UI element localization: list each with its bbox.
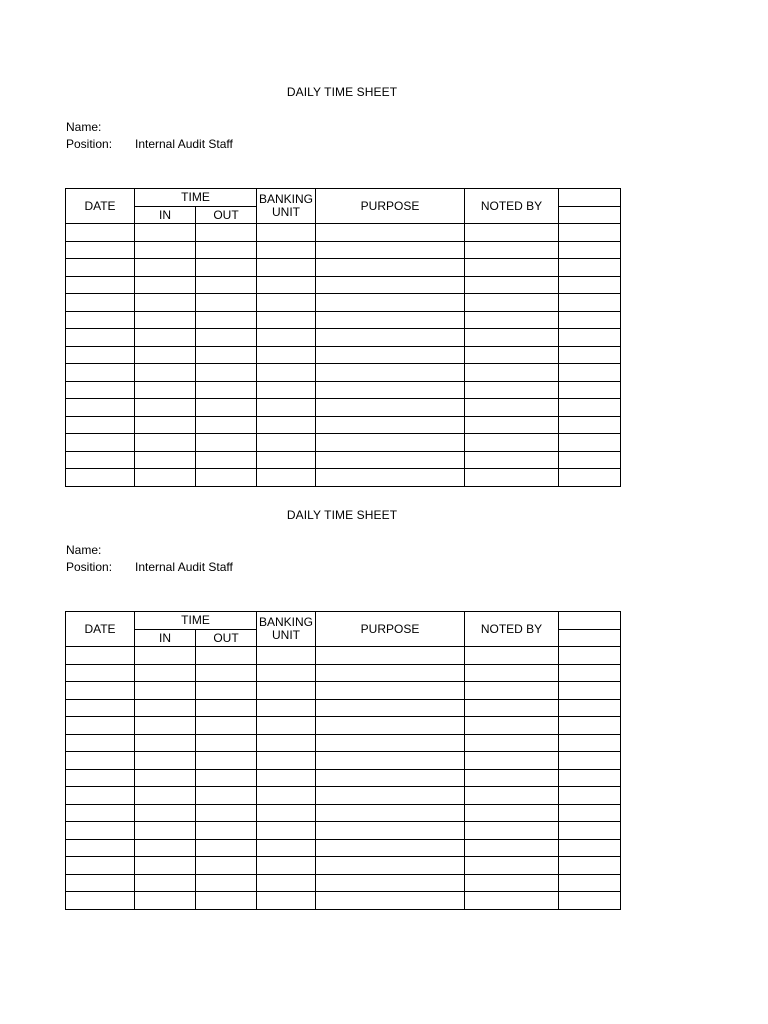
table-row (66, 399, 621, 417)
banking-unit-cell[interactable] (257, 822, 316, 840)
date-cell[interactable] (66, 451, 135, 469)
table-row (66, 752, 621, 770)
time-in-cell[interactable] (135, 294, 196, 312)
purpose-cell[interactable] (316, 469, 465, 487)
noted-by-cell[interactable] (465, 259, 559, 277)
purpose-cell[interactable] (316, 682, 465, 700)
blank-cell[interactable] (559, 664, 621, 682)
noted-by-cell[interactable] (465, 329, 559, 347)
date-cell[interactable] (66, 241, 135, 259)
purpose-cell[interactable] (316, 381, 465, 399)
blank-header-bottom (559, 207, 621, 224)
banking-unit-cell[interactable] (257, 787, 316, 805)
time-in-cell[interactable] (135, 311, 196, 329)
purpose-cell[interactable] (316, 241, 465, 259)
purpose-cell[interactable] (316, 699, 465, 717)
time-in-cell[interactable] (135, 399, 196, 417)
purpose-header: PURPOSE (316, 612, 465, 647)
table-row (66, 699, 621, 717)
purpose-cell[interactable] (316, 451, 465, 469)
table-row (66, 416, 621, 434)
time-out-cell[interactable] (196, 329, 257, 347)
noted-by-cell[interactable] (465, 294, 559, 312)
date-cell[interactable] (66, 787, 135, 805)
purpose-cell[interactable] (316, 874, 465, 892)
date-cell[interactable] (66, 752, 135, 770)
time-in-cell[interactable] (135, 276, 196, 294)
date-cell[interactable] (66, 276, 135, 294)
time-out-cell[interactable] (196, 664, 257, 682)
table-row (66, 329, 621, 347)
date-header: DATE (66, 612, 135, 647)
purpose-cell[interactable] (316, 804, 465, 822)
banking-unit-cell[interactable] (257, 224, 316, 242)
time-in-cell[interactable] (135, 329, 196, 347)
time-in-cell[interactable] (135, 804, 196, 822)
banking-unit-cell[interactable] (257, 699, 316, 717)
time-out-cell[interactable] (196, 224, 257, 242)
noted-by-cell[interactable] (465, 224, 559, 242)
purpose-cell[interactable] (316, 329, 465, 347)
noted-by-cell[interactable] (465, 787, 559, 805)
time-in-cell[interactable] (135, 787, 196, 805)
blank-cell[interactable] (559, 346, 621, 364)
time-out-cell[interactable] (196, 699, 257, 717)
time-out-cell[interactable] (196, 399, 257, 417)
noted-by-cell[interactable] (465, 874, 559, 892)
blank-cell[interactable] (559, 839, 621, 857)
position-label: Position: (66, 137, 113, 151)
table-row (66, 434, 621, 452)
blank-cell[interactable] (559, 241, 621, 259)
purpose-cell[interactable] (316, 224, 465, 242)
time-sheet-table (65, 188, 621, 487)
time-in-cell[interactable] (135, 364, 196, 382)
blank-cell[interactable] (559, 416, 621, 434)
time-in-cell[interactable] (135, 717, 196, 735)
blank-cell[interactable] (559, 469, 621, 487)
banking-unit-cell[interactable] (257, 647, 316, 665)
purpose-cell[interactable] (316, 311, 465, 329)
position-label: Position: (66, 560, 113, 574)
noted-by-cell[interactable] (465, 381, 559, 399)
purpose-cell[interactable] (316, 839, 465, 857)
time-out-cell[interactable] (196, 381, 257, 399)
date-cell[interactable] (66, 769, 135, 787)
time-out-cell[interactable] (196, 451, 257, 469)
banking-unit-cell[interactable] (257, 259, 316, 277)
purpose-cell[interactable] (316, 259, 465, 277)
banking-unit-cell[interactable] (257, 839, 316, 857)
purpose-cell[interactable] (316, 857, 465, 875)
banking-unit-header (257, 612, 316, 647)
banking-unit-cell[interactable] (257, 364, 316, 382)
table-row (66, 294, 621, 312)
time-in-cell[interactable] (135, 752, 196, 770)
noted-by-cell[interactable] (465, 276, 559, 294)
banking-unit-cell[interactable] (257, 451, 316, 469)
blank-cell[interactable] (559, 769, 621, 787)
purpose-cell[interactable] (316, 769, 465, 787)
table-row (66, 311, 621, 329)
blank-cell[interactable] (559, 804, 621, 822)
date-cell[interactable] (66, 364, 135, 382)
blank-cell[interactable] (559, 647, 621, 665)
time-out-cell[interactable] (196, 892, 257, 910)
time-header: TIME (135, 189, 257, 207)
time-in-cell[interactable] (135, 434, 196, 452)
noted-by-cell[interactable] (465, 241, 559, 259)
blank-cell[interactable] (559, 682, 621, 700)
in-header: IN (135, 630, 196, 647)
time-in-cell[interactable] (135, 874, 196, 892)
time-out-cell[interactable] (196, 787, 257, 805)
out-header: OUT (196, 630, 257, 647)
date-cell[interactable] (66, 734, 135, 752)
banking-unit-cell[interactable] (257, 381, 316, 399)
noted-by-cell[interactable] (465, 364, 559, 382)
banking-unit-cell[interactable] (257, 892, 316, 910)
time-out-cell[interactable] (196, 874, 257, 892)
banking-unit-cell[interactable] (257, 399, 316, 417)
date-cell[interactable] (66, 416, 135, 434)
table-row (66, 469, 621, 487)
date-cell[interactable] (66, 682, 135, 700)
blank-cell[interactable] (559, 381, 621, 399)
time-out-cell[interactable] (196, 241, 257, 259)
time-in-cell[interactable] (135, 259, 196, 277)
date-cell[interactable] (66, 224, 135, 242)
time-sheet-table (65, 611, 621, 910)
table-row (66, 857, 621, 875)
date-cell[interactable] (66, 259, 135, 277)
blank-cell[interactable] (559, 892, 621, 910)
blank-cell[interactable] (559, 399, 621, 417)
time-out-cell[interactable] (196, 717, 257, 735)
time-out-cell[interactable] (196, 822, 257, 840)
banking-unit-cell[interactable] (257, 434, 316, 452)
time-in-cell[interactable] (135, 892, 196, 910)
banking-unit-cell[interactable] (257, 874, 316, 892)
noted-by-cell[interactable] (465, 399, 559, 417)
time-entry-rows (66, 647, 621, 910)
table-row (66, 804, 621, 822)
time-out-cell[interactable] (196, 752, 257, 770)
time-in-cell[interactable] (135, 451, 196, 469)
time-out-cell[interactable] (196, 364, 257, 382)
time-out-cell[interactable] (196, 294, 257, 312)
noted-by-header: NOTED BY (465, 612, 559, 647)
time-out-cell[interactable] (196, 276, 257, 294)
blank-cell[interactable] (559, 311, 621, 329)
blank-cell[interactable] (559, 857, 621, 875)
name-label: Name: (66, 120, 102, 134)
purpose-cell[interactable] (316, 752, 465, 770)
noted-by-cell[interactable] (465, 892, 559, 910)
banking-unit-cell[interactable] (257, 769, 316, 787)
blank-cell[interactable] (559, 329, 621, 347)
banking-unit-cell[interactable] (257, 276, 316, 294)
time-in-cell[interactable] (135, 346, 196, 364)
date-cell[interactable] (66, 434, 135, 452)
banking-unit-cell[interactable] (257, 294, 316, 312)
noted-by-cell[interactable] (465, 682, 559, 700)
blank-cell[interactable] (559, 276, 621, 294)
table-row (66, 259, 621, 277)
time-out-cell[interactable] (196, 311, 257, 329)
table-row (66, 664, 621, 682)
position-value: Internal Audit Staff (135, 137, 233, 151)
date-cell[interactable] (66, 647, 135, 665)
table-row (66, 892, 621, 910)
date-cell[interactable] (66, 892, 135, 910)
blank-cell[interactable] (559, 259, 621, 277)
date-cell[interactable] (66, 699, 135, 717)
time-in-cell[interactable] (135, 664, 196, 682)
purpose-cell[interactable] (316, 892, 465, 910)
out-header: OUT (196, 207, 257, 224)
table-row (66, 451, 621, 469)
time-entry-rows (66, 224, 621, 487)
noted-by-cell[interactable] (465, 857, 559, 875)
time-out-cell[interactable] (196, 682, 257, 700)
blank-cell[interactable] (559, 787, 621, 805)
time-in-cell[interactable] (135, 416, 196, 434)
blank-cell[interactable] (559, 717, 621, 735)
purpose-cell[interactable] (316, 822, 465, 840)
blank-cell[interactable] (559, 699, 621, 717)
purpose-cell[interactable] (316, 787, 465, 805)
noted-by-cell[interactable] (465, 839, 559, 857)
purpose-cell[interactable] (316, 276, 465, 294)
blank-cell[interactable] (559, 874, 621, 892)
purpose-cell[interactable] (316, 364, 465, 382)
purpose-cell[interactable] (316, 664, 465, 682)
time-in-cell[interactable] (135, 469, 196, 487)
time-in-cell[interactable] (135, 822, 196, 840)
purpose-cell[interactable] (316, 647, 465, 665)
banking-unit-header (257, 189, 316, 224)
banking-unit-header-line2: UNIT (272, 205, 301, 219)
table-row (66, 717, 621, 735)
blank-cell[interactable] (559, 734, 621, 752)
noted-by-cell[interactable] (465, 311, 559, 329)
time-out-cell[interactable] (196, 647, 257, 665)
date-cell[interactable] (66, 857, 135, 875)
date-cell[interactable] (66, 664, 135, 682)
banking-unit-cell[interactable] (257, 241, 316, 259)
name-label: Name: (66, 543, 102, 557)
date-cell[interactable] (66, 399, 135, 417)
sheet-title: DAILY TIME SHEET (286, 508, 398, 522)
date-cell[interactable] (66, 839, 135, 857)
blank-cell[interactable] (559, 434, 621, 452)
banking-unit-cell[interactable] (257, 469, 316, 487)
table-row (66, 682, 621, 700)
noted-by-cell[interactable] (465, 769, 559, 787)
in-header: IN (135, 207, 196, 224)
date-cell[interactable] (66, 469, 135, 487)
time-out-cell[interactable] (196, 804, 257, 822)
blank-header-top (559, 189, 621, 207)
noted-by-cell[interactable] (465, 717, 559, 735)
time-in-cell[interactable] (135, 241, 196, 259)
date-cell[interactable] (66, 822, 135, 840)
table-row (66, 381, 621, 399)
purpose-header: PURPOSE (316, 189, 465, 224)
time-out-cell[interactable] (196, 416, 257, 434)
noted-by-cell[interactable] (465, 822, 559, 840)
time-in-cell[interactable] (135, 224, 196, 242)
banking-unit-header-line1: BANKING (259, 615, 314, 629)
time-out-cell[interactable] (196, 839, 257, 857)
time-in-cell[interactable] (135, 682, 196, 700)
date-cell[interactable] (66, 329, 135, 347)
table-row (66, 874, 621, 892)
table-row (66, 734, 621, 752)
banking-unit-cell[interactable] (257, 416, 316, 434)
blank-header-bottom (559, 630, 621, 647)
banking-unit-cell[interactable] (257, 857, 316, 875)
table-row (66, 647, 621, 665)
date-cell[interactable] (66, 311, 135, 329)
purpose-cell[interactable] (316, 399, 465, 417)
banking-unit-cell[interactable] (257, 752, 316, 770)
purpose-cell[interactable] (316, 717, 465, 735)
table-row (66, 224, 621, 242)
blank-cell[interactable] (559, 451, 621, 469)
purpose-cell[interactable] (316, 734, 465, 752)
noted-by-cell[interactable] (465, 664, 559, 682)
banking-unit-cell[interactable] (257, 734, 316, 752)
sheet-title: DAILY TIME SHEET (286, 85, 398, 99)
noted-by-cell[interactable] (465, 346, 559, 364)
date-cell[interactable] (66, 717, 135, 735)
noted-by-header: NOTED BY (465, 189, 559, 224)
date-cell[interactable] (66, 346, 135, 364)
noted-by-cell[interactable] (465, 416, 559, 434)
table-row (66, 241, 621, 259)
banking-unit-cell[interactable] (257, 346, 316, 364)
time-out-cell[interactable] (196, 769, 257, 787)
noted-by-cell[interactable] (465, 647, 559, 665)
table-row (66, 839, 621, 857)
time-out-cell[interactable] (196, 857, 257, 875)
table-row (66, 364, 621, 382)
blank-cell[interactable] (559, 224, 621, 242)
noted-by-cell[interactable] (465, 752, 559, 770)
banking-unit-cell[interactable] (257, 717, 316, 735)
noted-by-cell[interactable] (465, 451, 559, 469)
banking-unit-cell[interactable] (257, 329, 316, 347)
banking-unit-cell[interactable] (257, 664, 316, 682)
table-row (66, 787, 621, 805)
purpose-cell[interactable] (316, 346, 465, 364)
time-in-cell[interactable] (135, 381, 196, 399)
time-in-cell[interactable] (135, 647, 196, 665)
time-in-cell[interactable] (135, 699, 196, 717)
banking-unit-header-line1: BANKING (259, 192, 314, 206)
blank-cell[interactable] (559, 294, 621, 312)
time-out-cell[interactable] (196, 346, 257, 364)
noted-by-cell[interactable] (465, 434, 559, 452)
blank-cell[interactable] (559, 364, 621, 382)
table-row (66, 276, 621, 294)
banking-unit-cell[interactable] (257, 311, 316, 329)
time-out-cell[interactable] (196, 734, 257, 752)
banking-unit-header-line2: UNIT (272, 628, 301, 642)
time-out-cell[interactable] (196, 434, 257, 452)
blank-header-top (559, 612, 621, 630)
time-in-cell[interactable] (135, 769, 196, 787)
table-row (66, 346, 621, 364)
purpose-cell[interactable] (316, 294, 465, 312)
date-cell[interactable] (66, 874, 135, 892)
noted-by-cell[interactable] (465, 469, 559, 487)
blank-cell[interactable] (559, 822, 621, 840)
time-out-cell[interactable] (196, 469, 257, 487)
noted-by-cell[interactable] (465, 699, 559, 717)
date-cell[interactable] (66, 804, 135, 822)
time-in-cell[interactable] (135, 839, 196, 857)
time-out-cell[interactable] (196, 259, 257, 277)
position-value: Internal Audit Staff (135, 560, 233, 574)
date-header: DATE (66, 189, 135, 224)
time-in-cell[interactable] (135, 857, 196, 875)
purpose-cell[interactable] (316, 416, 465, 434)
banking-unit-cell[interactable] (257, 804, 316, 822)
noted-by-cell[interactable] (465, 734, 559, 752)
time-in-cell[interactable] (135, 734, 196, 752)
purpose-cell[interactable] (316, 434, 465, 452)
blank-cell[interactable] (559, 752, 621, 770)
noted-by-cell[interactable] (465, 804, 559, 822)
banking-unit-cell[interactable] (257, 682, 316, 700)
date-cell[interactable] (66, 294, 135, 312)
date-cell[interactable] (66, 381, 135, 399)
table-row (66, 822, 621, 840)
time-header: TIME (135, 612, 257, 630)
table-row (66, 769, 621, 787)
